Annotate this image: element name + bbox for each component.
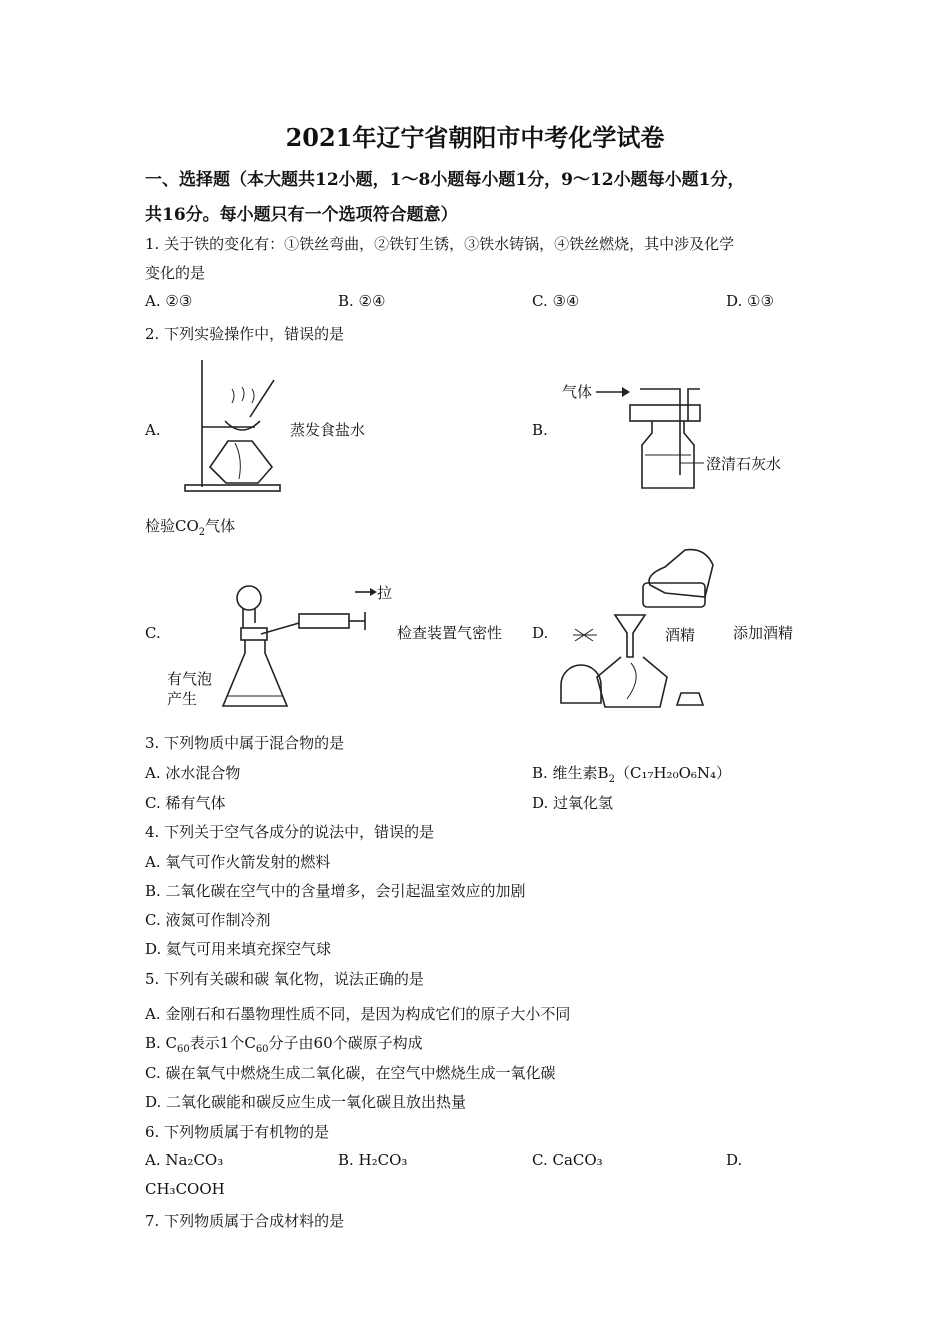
q2-c-label: C. (145, 624, 161, 642)
q6-option-d: D. (726, 1151, 743, 1169)
q3-stem: 3. 下列物质中属于混合物的是 (145, 734, 345, 752)
q1-option-d: D. ①③ (726, 292, 774, 310)
q6-option-b: B. H₂CO₃ (338, 1151, 408, 1169)
q1-option-a: A. ②③ (145, 292, 193, 310)
pull-label: 拉 (377, 584, 393, 602)
q2-d-label: D. (532, 624, 549, 642)
q3-option-b: B. 维生素$B_2(C_{17}H_{20}O_6N_4)$ (532, 764, 732, 785)
q5-option-a: A. 金刚石和石墨物理性质不同，是因为构成它们的原子大小不同 (145, 1005, 571, 1023)
bubble-label-1: 有气泡 (167, 670, 213, 688)
section-heading-line1: 一、选择题（本大题共12小题，1～8小题每小题1分，9～12小题每小题1分， (145, 170, 745, 190)
q2-c-caption: 检查装置气密性 (397, 624, 503, 642)
q2-b-label: B. (532, 421, 548, 439)
q2-a-label: A. (145, 421, 161, 439)
q1-stem-line2: 变化的是 (145, 264, 206, 282)
limewater-label: 澄清石灰水 (706, 455, 782, 473)
q5-option-d: D. 二氧化碳能和碳反应生成一氧化碳且放出热量 (145, 1093, 467, 1111)
q4-option-d: D. 氦气可用来填充探空气球 (145, 940, 332, 958)
gas-label: 气体 (562, 383, 593, 401)
q3-option-a: A. 冰水混合物 (145, 764, 241, 782)
q2-stem: 2. 下列实验操作中，错误的是 (145, 325, 345, 343)
q4-option-c: C. 液氮可作制冷剂 (145, 911, 271, 929)
limewater-gas-bottle-diagram (560, 375, 800, 495)
alcohol-label: 酒精 (665, 626, 696, 644)
q1-stem-line1: 1. 关于铁的变化有：①铁丝弯曲，②铁钉生锈，③铁水铸锅，④铁丝燃烧，其中涉及化学 (145, 235, 735, 253)
q3-option-d: D. 过氧化氢 (532, 794, 614, 812)
q1-option-c: C. ③④ (532, 292, 580, 310)
q3-option-c: C. 稀有气体 (145, 794, 226, 812)
q5-option-c: C. 碳在氧气中燃烧生成二氧化碳，在空气中燃烧生成一氧化碳 (145, 1064, 556, 1082)
section-heading-line2: 共16分。每小题只有一个选项符合题意） (145, 205, 458, 225)
q5-stem: 5. 下列有关碳和碳 氧化物，说法正确的是 (145, 970, 424, 988)
bubble-label-2: 产生 (167, 690, 198, 708)
q6-option-c: C. CaCO₃ (532, 1151, 603, 1169)
q4-stem: 4. 下列关于空气各成分的说法中，错误的是 (145, 823, 435, 841)
q6-option-a: A. Na₂CO₃ (145, 1151, 224, 1169)
q6-stem: 6. 下列物质属于有机物的是 (145, 1123, 330, 1141)
evaporation-apparatus-diagram (180, 355, 290, 495)
q4-option-b: B. 二氧化碳在空气中的含量增多，会引起温室效应的加剧 (145, 882, 526, 900)
airtightness-check-diagram (165, 578, 395, 718)
q6-option-d-formula: CH₃COOH (145, 1180, 225, 1198)
page-title: 2021年辽宁省朝阳市中考化学试卷 (285, 123, 665, 152)
q2-d-caption: 添加酒精 (733, 624, 794, 642)
q1-option-b: B. ②④ (338, 292, 386, 310)
q4-option-a: A. 氧气可作火箭发射的燃料 (145, 853, 331, 871)
q5-option-b: B. $C_{60}$表示1个$C_{60}$分子由60个碳原子构成 (145, 1034, 423, 1055)
q2-b-caption: 检验$CO_2$气体 (145, 517, 236, 538)
q7-stem: 7. 下列物质属于合成材料的是 (145, 1212, 345, 1230)
add-alcohol-lamp-diagram (555, 545, 725, 717)
q2-a-caption: 蒸发食盐水 (290, 421, 366, 439)
